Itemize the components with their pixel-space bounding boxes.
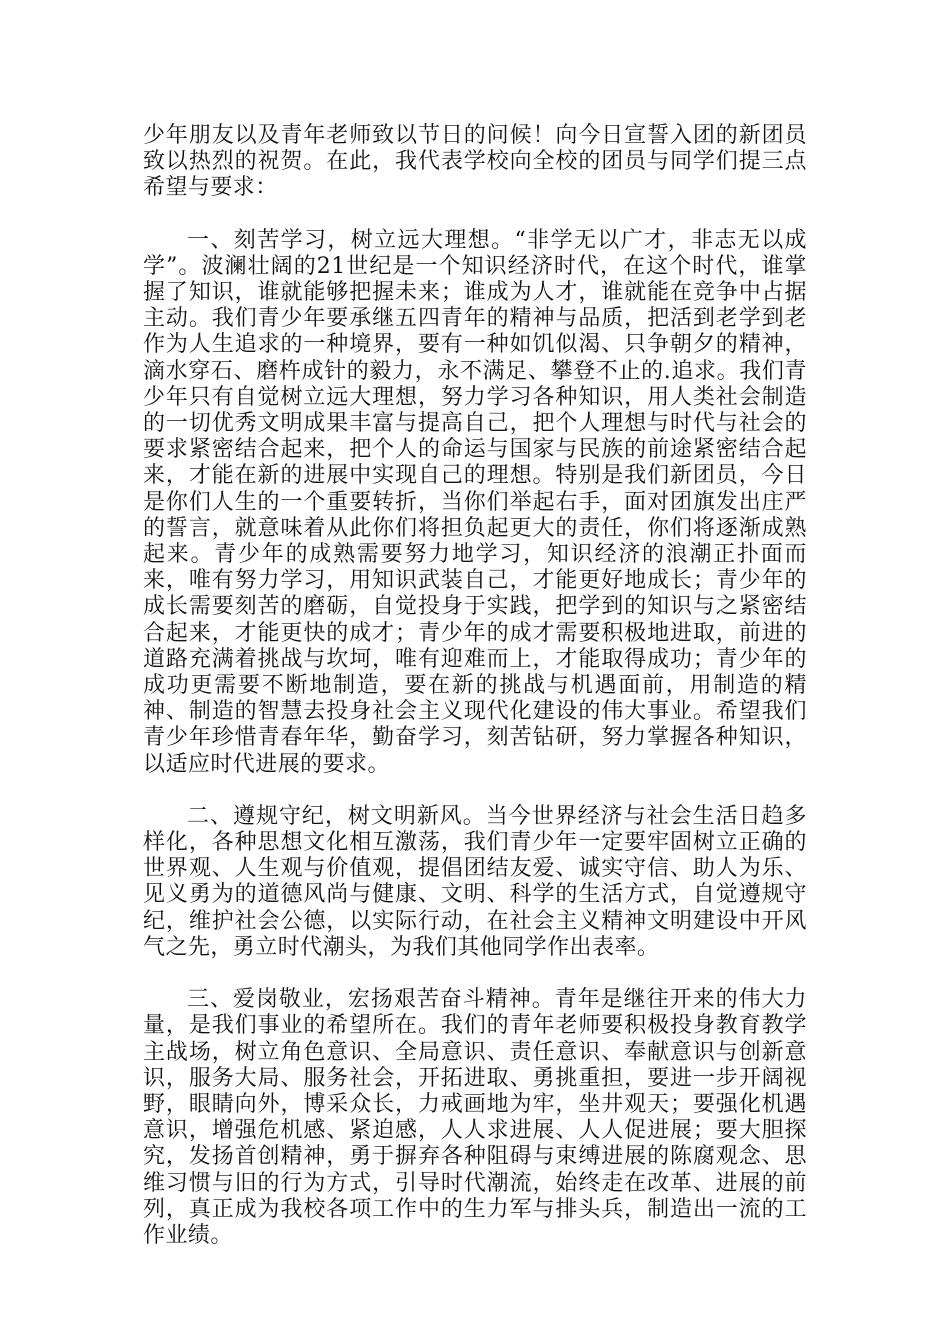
paragraph-point-two: 二、遵规守纪，树文明新风。当今世界经济与社会生活日趋多样化，各种思想文化相互激荡，我们青少年一定要牢固树立正确的世界观、人生观与价值观，提倡团结友爱、诚实守信、助人为乐、见义勇为的道德风尚与健康、文明、科学的生活方式，自觉遵规守纪，维护社会公德，以实际行动，在社会主义精神文明建设中开风气之先，勇立时代潮头，为我们其他同学作出表率。 [143, 803, 807, 960]
paragraph-point-three: 三、爱岗敬业，宏扬艰苦奋斗精神。青年是继往开来的伟大力量，是我们事业的希望所在。我们的青年老师要积极投身教育教学主战场，树立角色意识、全局意识、责任意识、奉献意识与创新意识，服务大局、服务社会，开拓进取、勇挑重担，要进一步开阔视野，眼睛向外，博采众长，力戒画地为牢，坐井观天；要强化机遇意识，增强危机感、紧迫感，人人求进展、人人促进展；要大胆探究，发扬首创精神，勇于摒弃各种阻碍与束缚进展的陈腐观念、思维习惯与旧的行为方式，引导时代潮流，始终走在改革、进展的前列，真正成为我校各项工作中的生力军与排头兵，制造出一流的工作业绩。 [143, 987, 807, 1248]
paragraph-intro: 少年朋友以及青年老师致以节日的问候！向今日宣誓入团的新团员致以热烈的祝贺。在此，我代表学校向全校的团员与同学们提三点希望与要求： [143, 123, 807, 201]
paragraph-point-one: 一、刻苦学习，树立远大理想。“非学无以广才，非志无以成学”。波澜壮阔的21世纪是一个知识经济时代，在这个时代，谁掌握了知识，谁就能够把握未来；谁成为人才，谁就能在竞争中占据主动。我们青少年要承继五四青年的精神与品质，把活到老学到老作为人生追求的一种境界，要有一种如饥似渴、只争朝夕的精神，滴水穿石、磨杵成针的毅力，永不满足、攀登不止的.追求。我们青少年只有自觉树立远大理想，努力学习各种知识，用人类社会制造的一切优秀文明成果丰富与提高自己，把个人理想与时代与社会的要求紧密结合起来，把个人的命运与国家与民族的前途紧密结合起来，才能在新的进展中实现自己的理想。特别是我们新团员，今日是你们人生的一个重要转折，当你们举起右手，面对团旗发出庄严的誓言，就意味着从此你们将担负起更大的责任，你们将逐渐成熟起来。青少年的成熟需要努力地学习，知识经济的浪潮正扑面而来，唯有努力学习，用知识武装自己，才能更好地成长；青少年的成长需要刻苦的磨砺，自觉投身于实践，把学到的知识与之紧密结合起来，才能更快的成才；青少年的成才需要积极地进取，前进的道路充满着挑战与坎坷，唯有迎难而上，才能取得成功；青少年的成功更需要不断地制造，要在新的挑战与机遇面前，用制造的精神、制造的智慧去投身社会主义现代化建设的伟大事业。希望我们青少年珍惜青春年华，勤奋学习，刻苦钻研，努力掌握各种知识，以适应时代进展的要求。 [143, 227, 807, 777]
document-body [143, 123, 807, 1275]
